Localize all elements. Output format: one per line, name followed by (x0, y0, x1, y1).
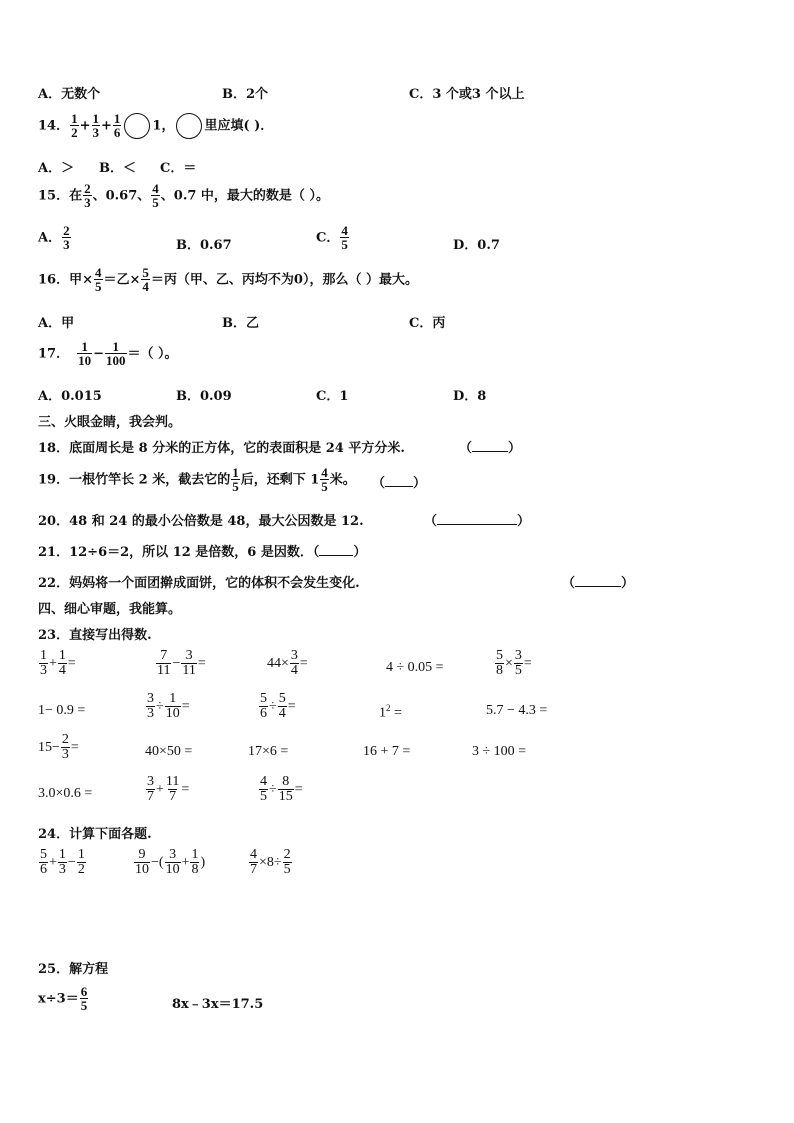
question-19: 19．一根竹竿长 2 米，截去它的 $\frac{1}{5}$ 后，还剩下 1 $\frac{4}{5}$ 米。 (38, 465, 356, 495)
q15-option-d: D．0.7 (453, 238, 500, 253)
q15-option-a: A． $\frac{2}{3}$ (38, 223, 70, 253)
calc-1-5: $\frac{5}{8}$ × $\frac{3}{5}$ = (496, 648, 532, 679)
equation-1: x÷3＝ $\frac{6}{5}$ (38, 984, 88, 1014)
calc-2-3: $\frac{5}{6}$ ÷ $\frac{5}{4}$ = (260, 691, 296, 722)
q15-option-b: B．0.67 (176, 238, 232, 253)
q16-option-a: A．甲 (38, 316, 75, 331)
q18-answer[interactable]: （ ） (459, 441, 522, 456)
question-22: 22．妈妈将一个面团擀成面饼，它的体积不会发生变化. (38, 576, 360, 591)
calc-2-5: 5.7 − 4.3 = (486, 703, 548, 718)
calc-3-1: 15− $\frac{2}{3}$ = (38, 732, 79, 763)
calc-3-4: 16 + 7 = (363, 744, 411, 759)
q16-option-b: B．乙 (222, 316, 259, 331)
q17-option-a: A．0.015 (38, 389, 102, 404)
equation-2: 8x﹣3x＝17.5 (172, 997, 264, 1012)
fraction: $\frac{1}{6}$ (113, 111, 121, 141)
question-number: 14． (38, 118, 70, 134)
q21-answer[interactable] (319, 555, 353, 556)
calc-2-2: $\frac{3}{3}$ ÷ $\frac{1}{10}$ = (147, 691, 190, 722)
q14-option-b: B．＜ (99, 161, 136, 176)
section-4-heading: 四、细心审题，我能算。 (38, 602, 182, 617)
answer-circle[interactable] (176, 113, 202, 139)
calc-4-2: $\frac{3}{7}$ + $\frac{11}{7}$ = (147, 774, 190, 805)
q22-answer[interactable]: （ ） (562, 576, 635, 591)
q13-option-b: B．2个 (222, 87, 269, 102)
calc-24-3: $\frac{4}{7}$ ×8÷ $\frac{2}{5}$ (250, 847, 291, 878)
calc-3-5: 3 ÷ 100 = (472, 744, 527, 759)
q13-option-a: A．无数个 (38, 87, 101, 102)
q20-answer[interactable]: （ ） (424, 514, 531, 529)
calc-2-4: $1^2$ = (379, 703, 402, 721)
q17-option-d: D．8 (453, 389, 487, 404)
q14-option-a: A．＞ (38, 161, 75, 176)
q14-option-c: C．＝ (160, 161, 197, 176)
question-20: 20．48 和 24 的最小公倍数是 48，最大公因数是 12. (38, 514, 364, 529)
calc-4-3: $\frac{4}{5}$ ÷ $\frac{8}{15}$ = (260, 774, 303, 805)
fraction: $\frac{1}{2}$ (71, 111, 78, 141)
fraction: $\frac{1}{3}$ (92, 111, 99, 141)
question-16: 16．甲× $\frac{4}{5}$ ＝乙× $\frac{5}{4}$ ＝丙（甲、乙、丙均不为0），那么（ ）最大。 (38, 265, 418, 295)
section-3-heading: 三、火眼金睛，我会判。 (38, 415, 182, 430)
question-14: 14． $\frac{1}{2}$ + $\frac{1}{3}$ + $\frac{1}{6}$ 1， 里应填( )． (38, 111, 274, 141)
q17-option-b: B．0.09 (176, 389, 232, 404)
q19-answer[interactable]: （ ） (372, 476, 427, 491)
calc-3-2: 40×50 = (145, 744, 193, 759)
question-25-title: 25．解方程 (38, 962, 109, 977)
q17-option-c: C．1 (316, 389, 349, 404)
question-15: 15．在 $\frac{2}{3}$ 、0.67、 $\frac{4}{5}$ 、0.7 中，最大的数是（ ）。 (38, 181, 329, 211)
calc-1-4: 4 ÷ 0.05 = (386, 660, 444, 675)
calc-24-2: $\frac{9}{10}$ −( $\frac{3}{10}$ + $\frac{1}{8}$ ) (135, 847, 206, 878)
question-21: 21．12÷6＝2，所以 12 是倍数，6 是因数．（ ） (38, 545, 367, 560)
calc-24-1: $\frac{5}{6}$ + $\frac{1}{3}$ − $\frac{1}{2}$ (40, 847, 85, 878)
q13-option-c: C．3 个或3 个以上 (409, 87, 525, 102)
calc-1-1: $\frac{1}{3}$ + $\frac{1}{4}$ = (40, 648, 76, 679)
calc-1-3: 44× $\frac{3}{4}$ = (267, 648, 308, 679)
calc-2-1: 1− 0.9 = (38, 703, 86, 718)
calc-3-3: 17×6 = (248, 744, 289, 759)
q16-option-c: C．丙 (409, 316, 446, 331)
question-17: 17． $\frac{1}{10}$ − $\frac{1}{100}$ ＝（ ）。 (38, 339, 178, 369)
answer-circle[interactable] (124, 113, 150, 139)
calc-4-1: 3.0×0.6 = (38, 786, 93, 801)
calc-1-2: $\frac{7}{11}$ − $\frac{3}{11}$ = (157, 648, 206, 679)
q15-option-c: C． $\frac{4}{5}$ (316, 223, 348, 253)
question-23-title: 23．直接写出得数. (38, 628, 152, 643)
question-18: 18．底面周长是 8 分米的正方体，它的表面积是 24 平方分米. (38, 441, 405, 456)
question-24-title: 24．计算下面各题. (38, 827, 152, 842)
